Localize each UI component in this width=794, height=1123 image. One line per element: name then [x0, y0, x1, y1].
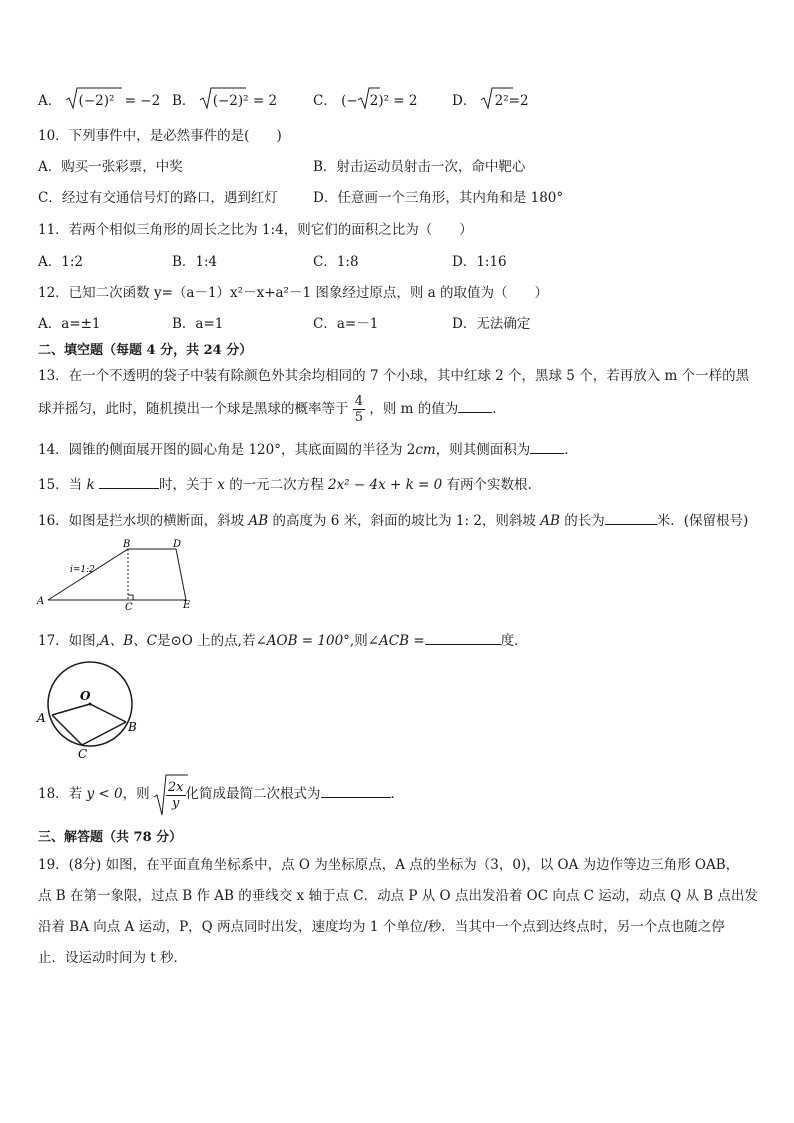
q15-text: 时，关于 [158, 477, 213, 493]
radicand: (−2)² [78, 93, 115, 109]
q13-end: ． [492, 401, 506, 417]
q12-option-c: C．a=－1 [313, 316, 379, 332]
q11-option-d: D．1:16 [452, 254, 507, 270]
fraction [353, 394, 365, 425]
label-a: A [37, 711, 46, 725]
radius-oa [52, 704, 90, 715]
trapezoid-outline [48, 549, 186, 600]
q12-stem: 12．已知二次函数 y=（a－1）x²－x+a²－1 图象经过原点，则 a 的取值为（ ） [38, 285, 548, 301]
q9-option-a [38, 89, 160, 109]
q19-line1: 19．(8分) 如图，在平面直角坐标系中，点 O 为坐标原点，A 点的坐标为（3，0)，以 OA 为边作等边三角形 OAB， [38, 857, 740, 873]
option-label: B． [172, 93, 196, 109]
q17-text: 是⊙O 上的点,若 [156, 633, 256, 649]
label-b: B [128, 720, 137, 734]
option-label: A． [38, 93, 62, 109]
q18 [38, 776, 404, 813]
answer-blank [458, 400, 492, 413]
radicand: 2² [494, 93, 509, 109]
angle-acb: ∠ACB = [367, 633, 425, 649]
sqrt-expression [358, 93, 379, 109]
sqrt-fraction [154, 777, 186, 813]
q13-text: ，则 m 的值为 [369, 401, 459, 417]
q14 [38, 438, 578, 458]
q15-text: 15．当 [38, 477, 83, 493]
q13-text: 球并摇匀，此时，随机摸出一个球是黑球的概率等于 [38, 401, 349, 417]
label-a: A [37, 596, 45, 607]
q11-stem: 11．若两个相似三角形的周长之比为 1:4，则它们的面积之比为（ ） [38, 222, 473, 238]
option-label: C． [313, 93, 337, 109]
q10-option-d: D．任意画一个三角形，其内角和是 180° [313, 190, 564, 206]
q11-option-b: B．1:4 [172, 254, 218, 270]
label-b: B [123, 539, 131, 550]
option-rest: = −2 [124, 93, 161, 109]
q17-text: 17．如图, [38, 633, 100, 649]
numerator: 4 [354, 394, 364, 409]
denominator: 5 [354, 410, 364, 425]
q18-text: 18．若 [38, 786, 83, 802]
q12-option-d: D．无法确定 [452, 316, 531, 332]
q10-option-a: A．购买一张彩票，中奖 [38, 159, 183, 175]
q14-end: ． [564, 442, 578, 458]
q13-line1: 13．在一个不透明的袋子中装有除颜色外其余均相同的 7 个小球，其中红球 2 个，黑球 5 个，若再放入 m 个一样的黑 [38, 368, 750, 384]
q11-option-c: C．1:8 [313, 254, 359, 270]
q12-option-a: A．a=±1 [38, 316, 101, 332]
q15-text: 的一元二次方程 [229, 477, 324, 493]
section-heading-solutions: 三、解答题（共 78 分） [38, 830, 183, 845]
angle-aob: ∠AOB = 100° [255, 633, 350, 649]
q15-text: 有两个实数根. [446, 477, 532, 493]
segment-ab: AB [540, 513, 560, 529]
equation: 2x² − 4x + k = 0 [327, 477, 443, 493]
label-d: D [173, 539, 182, 550]
condition: y < 0 [86, 786, 123, 802]
segment-ab: AB [248, 513, 269, 529]
answer-blank [321, 785, 391, 798]
slope-label: i=1:2 [70, 565, 95, 575]
q17-text: 度． [500, 633, 528, 649]
q12-option-b: B．a=1 [172, 316, 224, 332]
variable-x: x [217, 477, 225, 493]
sqrt-expression [66, 93, 115, 109]
answer-blank [99, 476, 159, 489]
q19-line3: 沿着 BA 向点 A 运动，P，Q 两点同时出发，速度均为 1 个单位/秒．当其中一个点到达终点时，另一个点也随之停 [38, 919, 725, 935]
numerator: 2x [167, 779, 184, 795]
q11-option-a: A．1:2 [38, 254, 83, 270]
radicand: 2 [369, 93, 379, 109]
dam-cross-section-figure [36, 538, 196, 613]
option-label: D． [452, 93, 477, 109]
label-c: C [78, 747, 88, 761]
q16-text: 16．如图是拦水坝的横断面，斜坡 [38, 513, 245, 529]
option-rest: =2 [508, 93, 529, 109]
q10-stem: 10．下列事件中，是必然事件的是( ) [38, 128, 282, 144]
answer-blank [605, 512, 657, 525]
q15 [38, 473, 532, 493]
q16-text: 米．(保留根号) [656, 513, 749, 529]
radius-ob [90, 704, 126, 722]
q13-line2 [38, 392, 506, 426]
points: A、B、C [99, 633, 157, 649]
unit: cm [415, 442, 436, 458]
q16 [38, 509, 748, 529]
option-post: )² = 2 [378, 93, 418, 109]
q19-line2: 点 B 在第一象限，过点 B 作 AB 的垂线交 x 轴于点 C．动点 P 从 O 点出发沿着 OC 向点 C 运动，动点 Q 从 B 点出发 [38, 888, 758, 904]
radicand: (−2)² [212, 93, 249, 109]
label-e: E [183, 600, 191, 611]
radical-sign [200, 88, 250, 110]
q10-option-b: B．射击运动员射击一次，命中靶心 [313, 159, 526, 175]
q9-option-b [172, 89, 277, 109]
q9-option-d [452, 89, 529, 109]
sqrt-expression [481, 93, 509, 109]
q14-text: 14．圆锥的侧面展开图的圆心角是 120°，其底面圆的半径为 2 [38, 442, 416, 458]
right-angle-mark [128, 595, 133, 600]
q18-text: 化简成最简二次根式为 [185, 786, 321, 802]
q18-end: ． [390, 786, 405, 802]
answer-blank [425, 632, 501, 645]
radical-sign [481, 88, 515, 110]
radical-sign [358, 88, 382, 110]
variable-k: k [86, 477, 95, 493]
q18-text: ，则 [122, 786, 150, 802]
label-c: C [125, 602, 133, 613]
q16-text: 的长为 [564, 513, 605, 529]
option-rest: = 2 [252, 93, 278, 109]
radical-sign [154, 773, 190, 817]
option-pre: (− [341, 93, 358, 109]
q9-option-c [313, 89, 418, 109]
radical-sign [66, 88, 126, 110]
label-o: O [80, 689, 91, 703]
q14-text: ，则其侧面积为 [435, 442, 531, 458]
denominator: y [172, 795, 180, 811]
section-heading-fill-in: 二、填空题（每题 4 分，共 24 分） [38, 343, 253, 358]
sqrt-expression [200, 93, 249, 109]
q16-text: 的高度为 6 米，斜面的坡比为 1: 2，则斜坡 [272, 513, 536, 529]
q17 [38, 629, 528, 649]
q17-text: ,则 [349, 633, 368, 649]
circle-figure [36, 660, 146, 760]
q19-line4: 止．设运动时间为 t 秒． [38, 950, 188, 966]
answer-blank [530, 441, 564, 454]
q10-option-c: C．经过有交通信号灯的路口，遇到红灯 [38, 190, 278, 206]
